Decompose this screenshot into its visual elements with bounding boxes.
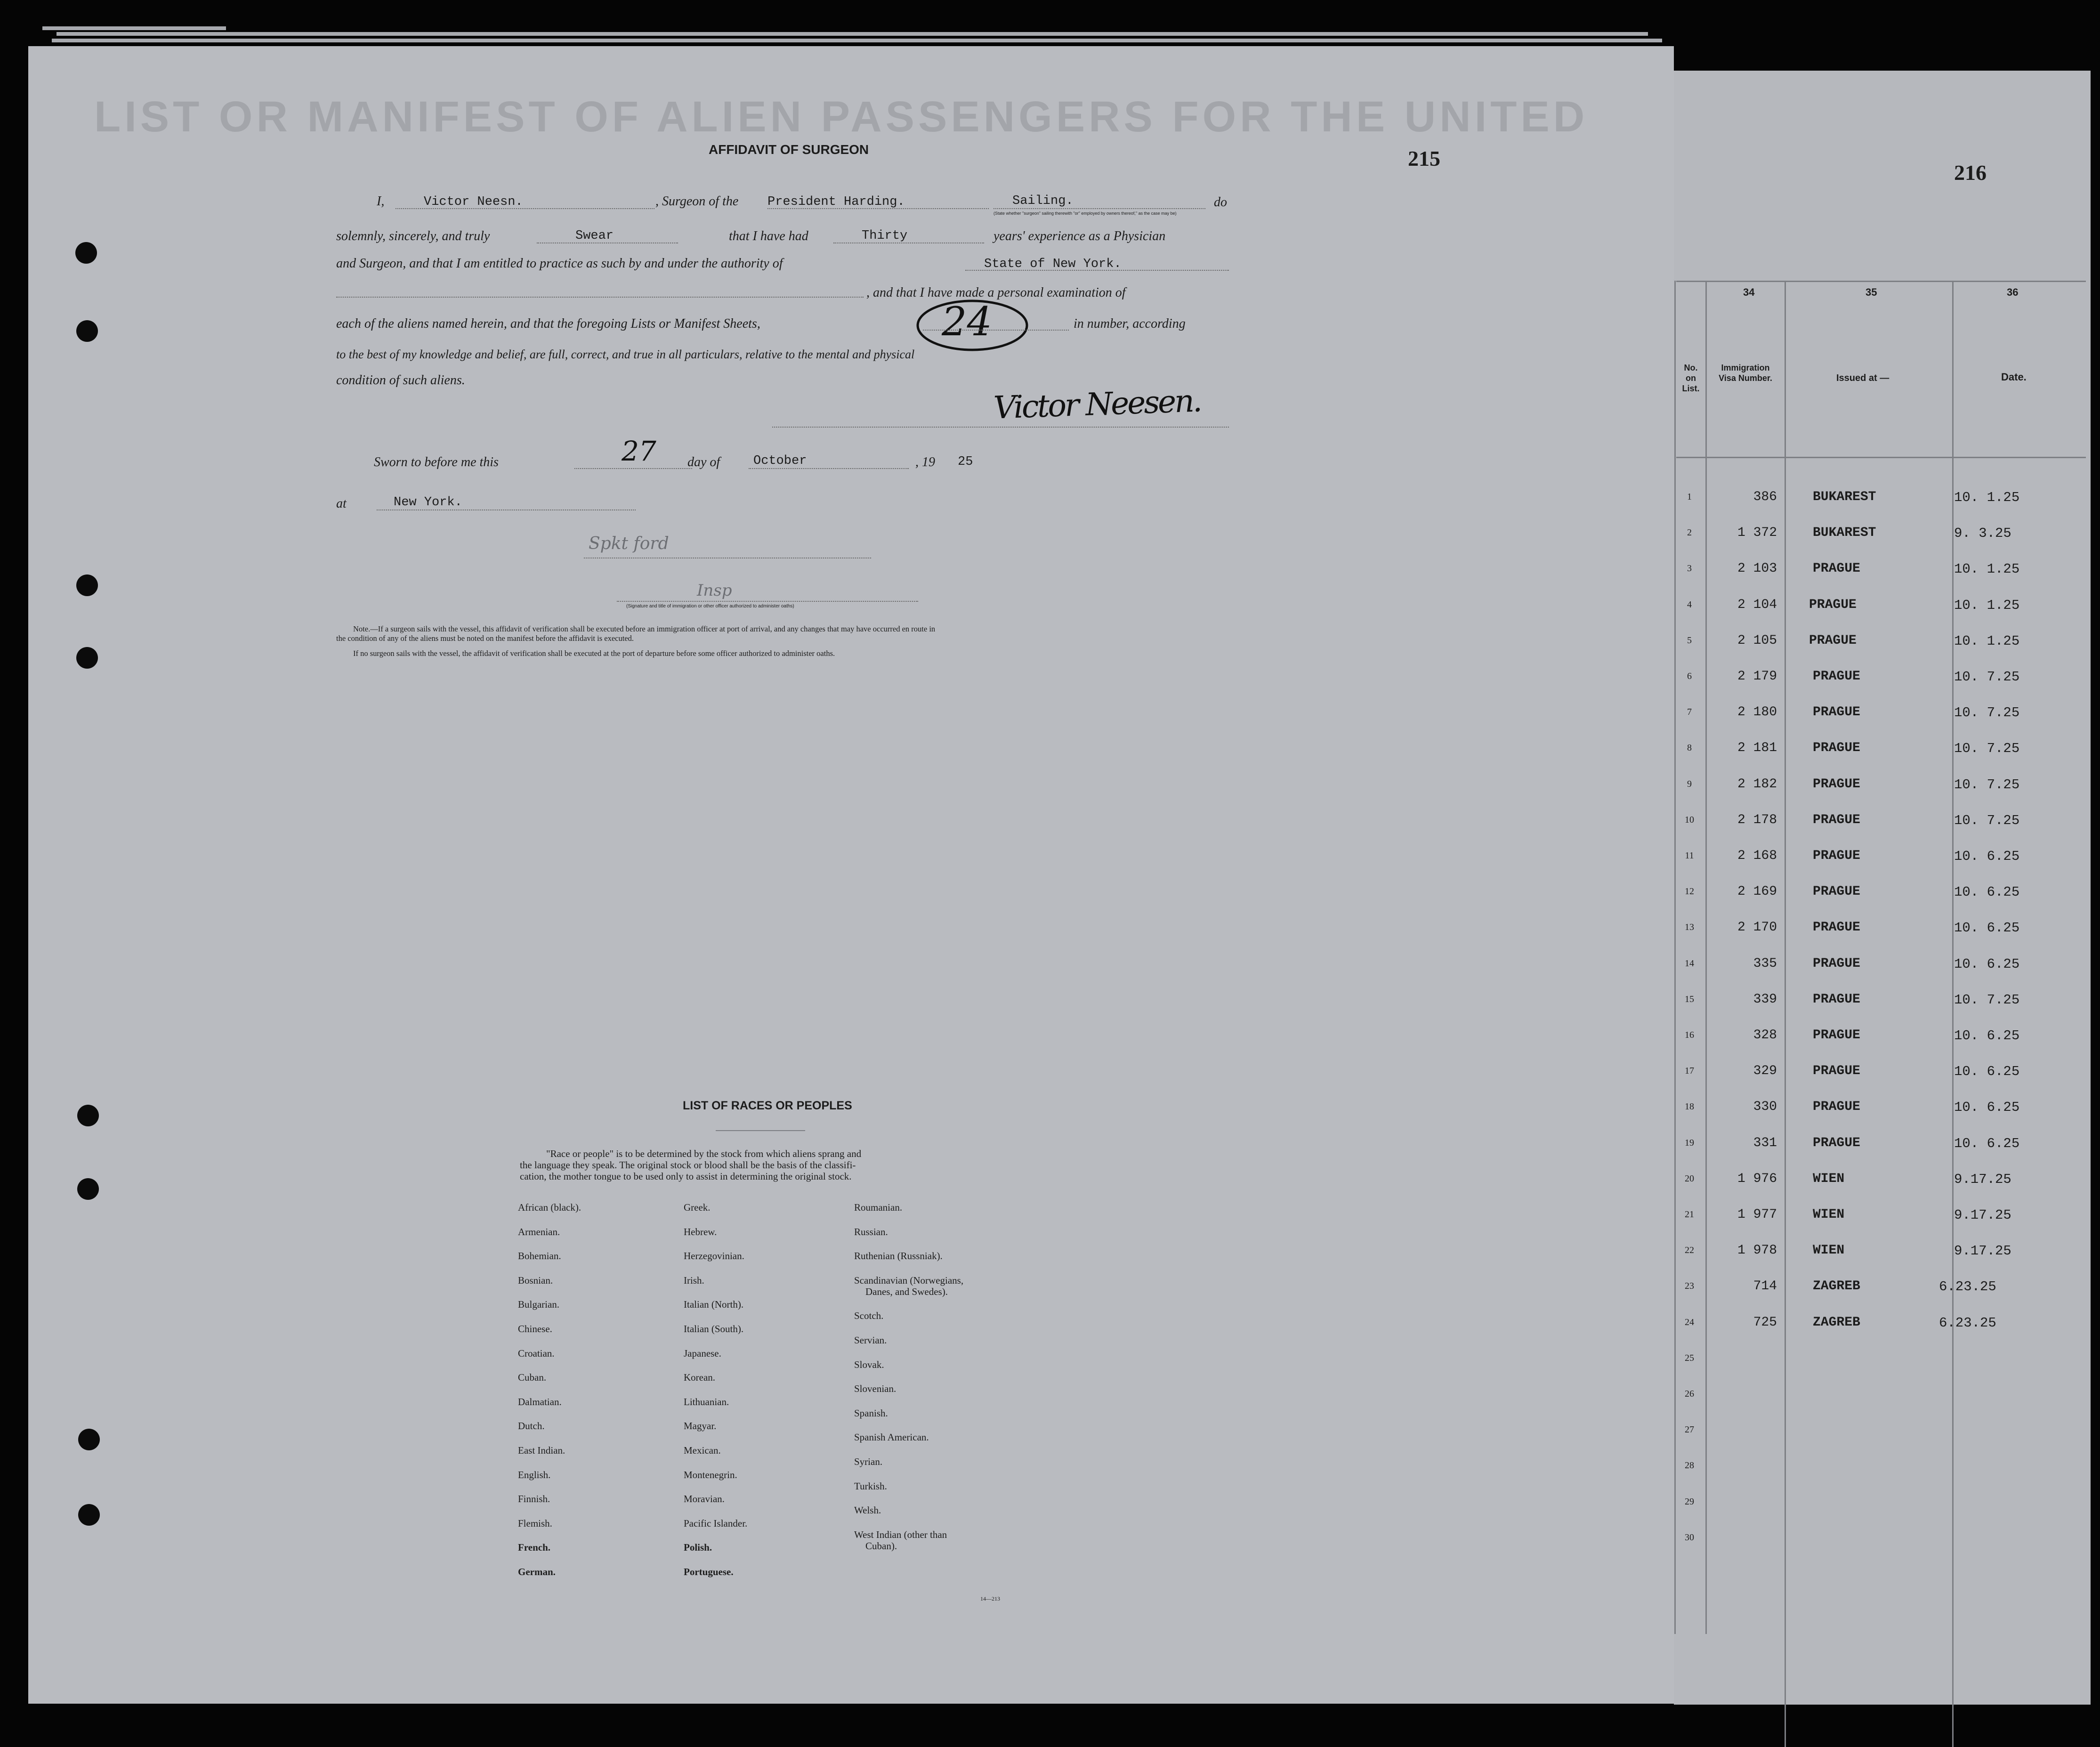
issued-at: PRAGUE bbox=[1813, 920, 1860, 935]
visa-number: 2 178 bbox=[1737, 812, 1777, 827]
row-number: 10 bbox=[1685, 814, 1694, 825]
row-number: 3 bbox=[1687, 563, 1692, 574]
visa-date: 10. 1.25 bbox=[1954, 561, 2020, 577]
visa-date: 10. 6.25 bbox=[1954, 849, 2020, 864]
race-item: Cuban). bbox=[865, 1540, 897, 1552]
row-number: 15 bbox=[1685, 994, 1694, 1004]
races-heading: LIST OF RACES OR PEOPLES bbox=[683, 1099, 852, 1112]
race-item: East Indian. bbox=[518, 1445, 565, 1456]
race-item: Hebrew. bbox=[684, 1226, 717, 1237]
in-number-label: in number, according bbox=[1074, 316, 1186, 331]
header-date: Date. bbox=[2001, 371, 2027, 383]
race-item: French. bbox=[518, 1542, 551, 1553]
authority-value: State of New York. bbox=[984, 257, 1122, 271]
visa-date: 6.23.25 bbox=[1939, 1315, 1996, 1331]
visa-number: 328 bbox=[1753, 1028, 1777, 1043]
fill-line bbox=[574, 468, 692, 469]
page-edge bbox=[57, 32, 1648, 36]
fill-line bbox=[923, 330, 1069, 331]
race-item: Portuguese. bbox=[684, 1566, 734, 1577]
visa-number: 725 bbox=[1753, 1315, 1777, 1330]
race-item: Flemish. bbox=[518, 1517, 552, 1529]
race-item: Bulgarian. bbox=[518, 1299, 560, 1310]
row-number: 19 bbox=[1685, 1137, 1694, 1148]
visa-number: 714 bbox=[1753, 1279, 1777, 1294]
row-number: 4 bbox=[1687, 599, 1692, 610]
race-item: Irish. bbox=[684, 1274, 704, 1286]
page-edge bbox=[52, 39, 1662, 42]
condition-label: condition of such aliens. bbox=[336, 373, 465, 388]
surgeon-signature: Victor Neesen. bbox=[993, 382, 1201, 426]
issued-at: PRAGUE bbox=[1813, 884, 1860, 899]
visa-date: 10. 7.25 bbox=[1954, 812, 2020, 828]
issued-at: PRAGUE bbox=[1813, 561, 1860, 576]
fill-line bbox=[749, 468, 909, 469]
col-number-35: 35 bbox=[1866, 286, 1877, 298]
visa-date: 10. 6.25 bbox=[1954, 1028, 2020, 1043]
form-number: 14—213 bbox=[980, 1595, 1000, 1602]
issued-at: PRAGUE bbox=[1813, 705, 1860, 720]
row-number: 26 bbox=[1685, 1389, 1694, 1399]
visa-date: 10. 7.25 bbox=[1954, 776, 2020, 793]
sailing-note: (State whether "surgeon" sailing therewith "or" employed by owners thereof," as the case may be) bbox=[993, 211, 1177, 216]
binder-hole bbox=[77, 1178, 99, 1200]
do-label: do bbox=[1214, 195, 1227, 210]
page-number-left: 215 bbox=[1408, 146, 1440, 170]
race-item: Korean. bbox=[684, 1372, 716, 1383]
visa-date: 9.17.25 bbox=[1954, 1207, 2011, 1223]
row-number: 16 bbox=[1685, 1030, 1694, 1040]
binder-hole bbox=[76, 320, 98, 342]
row-number: 22 bbox=[1685, 1245, 1694, 1256]
have-had-label: that I have had bbox=[729, 229, 808, 243]
sheets-count: 24 bbox=[942, 299, 992, 345]
visa-number: 1 976 bbox=[1737, 1171, 1777, 1186]
visa-date: 10. 1.25 bbox=[1954, 633, 2020, 649]
race-item: Turkish. bbox=[854, 1480, 887, 1492]
visa-date: 10. 6.25 bbox=[1954, 1064, 2020, 1080]
visa-number: 339 bbox=[1753, 992, 1777, 1007]
page-edge bbox=[42, 26, 226, 30]
table-header-rule bbox=[1676, 457, 2086, 458]
best-knowledge-label: to the best of my knowledge and belief, are full, correct, and true in all particulars, relative to the mental and physical bbox=[336, 348, 915, 361]
race-item: Mexican. bbox=[684, 1445, 721, 1456]
issued-at: WIEN bbox=[1813, 1171, 1845, 1186]
sworn-place: New York. bbox=[394, 495, 462, 510]
binder-hole bbox=[77, 1105, 99, 1126]
binder-hole bbox=[76, 647, 98, 669]
visa-date: 10. 7.25 bbox=[1954, 992, 2020, 1008]
row-number: 1 bbox=[1687, 492, 1692, 502]
day-of-label: day of bbox=[687, 455, 720, 469]
race-item: Spanish. bbox=[854, 1407, 888, 1419]
row-number: 27 bbox=[1685, 1424, 1694, 1435]
issued-at: WIEN bbox=[1813, 1207, 1845, 1222]
affidavit-heading: AFFIDAVIT OF SURGEON bbox=[709, 142, 869, 157]
binder-hole bbox=[76, 574, 98, 596]
visa-number: 2 170 bbox=[1737, 920, 1777, 935]
years-value: Thirty bbox=[862, 229, 908, 243]
issued-at: PRAGUE bbox=[1813, 776, 1860, 792]
surgeon-of-label: , Surgeon of the bbox=[655, 194, 739, 209]
oath-value: Swear bbox=[575, 229, 614, 243]
row-number: 12 bbox=[1685, 886, 1694, 897]
note-line-3: If no surgeon sails with the vessel, the affidavit of verification shall be executed at the port of departure before some officer authorized to administer oaths. bbox=[353, 649, 835, 658]
visa-number: 2 180 bbox=[1737, 705, 1777, 720]
year-prefix: , 19 bbox=[915, 455, 935, 469]
row-number: 20 bbox=[1685, 1173, 1694, 1184]
binder-hole bbox=[78, 1504, 100, 1526]
visa-date: 10. 6.25 bbox=[1954, 1100, 2020, 1116]
header-visa-number: Immigration Visa Number. bbox=[1719, 363, 1772, 383]
left-page bbox=[28, 46, 1674, 1704]
visa-date: 10. 6.25 bbox=[1954, 920, 2020, 936]
fill-line bbox=[993, 208, 1205, 209]
race-item: Finnish. bbox=[518, 1493, 550, 1505]
visa-number: 2 181 bbox=[1737, 741, 1777, 756]
officer-caption: (Signature and title of immigration or other officer authorized to administer oaths) bbox=[626, 604, 794, 609]
issued-at: PRAGUE bbox=[1813, 956, 1860, 971]
issued-at: PRAGUE bbox=[1813, 1135, 1860, 1150]
visa-date: 9.17.25 bbox=[1954, 1171, 2011, 1187]
signature-line bbox=[772, 427, 1229, 428]
personal-exam-label: , and that I have made a personal examination of bbox=[866, 285, 1126, 300]
row-number: 5 bbox=[1687, 635, 1692, 646]
visa-number: 1 977 bbox=[1737, 1207, 1777, 1222]
table-top-rule bbox=[1676, 281, 2086, 282]
row-number: 2 bbox=[1687, 527, 1692, 538]
row-number: 28 bbox=[1685, 1460, 1694, 1471]
visa-date: 10. 7.25 bbox=[1954, 669, 2020, 685]
i-label: I, bbox=[377, 194, 385, 209]
binder-hole bbox=[75, 242, 97, 264]
race-item: Montenegrin. bbox=[684, 1469, 737, 1480]
race-item: Pacific Islander. bbox=[684, 1517, 748, 1529]
each-alien-label: each of the aliens named herein, and that the foregoing Lists or Manifest Sheets, bbox=[336, 316, 760, 331]
visa-number: 2 168 bbox=[1737, 849, 1777, 863]
table-col-rule bbox=[1785, 281, 1786, 1747]
races-intro-2: the language they speak. The original stock or blood shall be the basis of the classifi- bbox=[520, 1159, 856, 1171]
issued-at: PRAGUE bbox=[1813, 812, 1860, 827]
surgeon-name: Victor Neesn. bbox=[424, 195, 523, 209]
sailing-value: Sailing. bbox=[1012, 194, 1074, 208]
races-intro-1: "Race or people" is to be determined by the stock from which aliens sprang and bbox=[546, 1148, 862, 1159]
row-number: 25 bbox=[1685, 1352, 1694, 1363]
officer-initials: Insp bbox=[697, 581, 732, 600]
visa-number: 2 104 bbox=[1737, 597, 1777, 612]
visa-date: 10. 6.25 bbox=[1954, 1135, 2020, 1151]
race-item: Magyar. bbox=[684, 1420, 717, 1432]
issued-at: PRAGUE bbox=[1813, 1100, 1860, 1115]
issued-at: PRAGUE bbox=[1813, 1064, 1860, 1079]
row-number: 11 bbox=[1685, 850, 1694, 861]
visa-date: 10. 6.25 bbox=[1954, 884, 2020, 900]
row-number: 17 bbox=[1685, 1066, 1694, 1076]
race-item: Scotch. bbox=[854, 1310, 884, 1322]
visa-number: 329 bbox=[1753, 1064, 1777, 1079]
race-item: Roumanian. bbox=[854, 1202, 903, 1213]
row-number: 21 bbox=[1685, 1209, 1694, 1220]
row-number: 23 bbox=[1685, 1281, 1694, 1292]
row-number: 14 bbox=[1685, 958, 1694, 969]
solemnly-label: solemnly, sincerely, and truly bbox=[336, 229, 490, 243]
note-line-2: the condition of any of the aliens must be noted on the manifest before the affidavit is executed. bbox=[336, 634, 634, 643]
issued-at: PRAGUE bbox=[1813, 849, 1860, 863]
visa-number: 335 bbox=[1753, 956, 1777, 971]
race-item: Welsh. bbox=[854, 1504, 881, 1516]
race-item: Croatian. bbox=[518, 1347, 555, 1359]
table-col-rule bbox=[1674, 281, 1676, 1634]
races-intro-3: cation, the mother tongue to be used only to assist in determining the original stock. bbox=[520, 1171, 852, 1182]
at-label: at bbox=[336, 496, 347, 511]
issued-at: PRAGUE bbox=[1813, 669, 1860, 684]
visa-date: 10. 7.25 bbox=[1954, 741, 2020, 757]
visa-number: 2 105 bbox=[1737, 633, 1777, 648]
visa-date: 10. 1.25 bbox=[1954, 597, 2020, 613]
issued-at: PRAGUE bbox=[1813, 741, 1860, 756]
visa-date: 9.17.25 bbox=[1954, 1243, 2011, 1259]
race-item: Danes, and Swedes). bbox=[865, 1286, 948, 1297]
issued-at: ZAGREB bbox=[1813, 1279, 1860, 1294]
faint-page-title: LIST OR MANIFEST OF ALIEN PASSENGERS FOR THE UNITED bbox=[94, 93, 1589, 141]
row-number: 9 bbox=[1687, 778, 1692, 789]
and-surgeon-label: and Surgeon, and that I am entitled to practice as such by and under the authority of bbox=[336, 256, 783, 271]
row-number: 7 bbox=[1687, 707, 1692, 718]
visa-number: 1 372 bbox=[1737, 526, 1777, 541]
fill-line bbox=[617, 601, 918, 602]
race-item: English. bbox=[518, 1469, 551, 1480]
visa-number: 1 978 bbox=[1737, 1243, 1777, 1258]
visa-number: 2 179 bbox=[1737, 669, 1777, 684]
issued-at: BUKAREST bbox=[1813, 490, 1876, 504]
visa-date: 10. 6.25 bbox=[1954, 956, 2020, 972]
issued-at: PRAGUE bbox=[1809, 633, 1857, 648]
race-item: Dalmatian. bbox=[518, 1396, 562, 1407]
table-col-rule bbox=[1952, 281, 1954, 1747]
visa-date: 10. 7.25 bbox=[1954, 705, 2020, 721]
header-no-on-list: No. on List. bbox=[1682, 363, 1700, 393]
race-item: Bosnian. bbox=[518, 1274, 553, 1286]
vessel-name: President Harding. bbox=[767, 195, 905, 209]
race-item: German. bbox=[518, 1566, 556, 1577]
year-suffix: 25 bbox=[958, 455, 973, 469]
row-number: 30 bbox=[1685, 1532, 1694, 1543]
issued-at: PRAGUE bbox=[1809, 597, 1857, 612]
page-number-right: 216 bbox=[1954, 161, 1987, 185]
race-item: Herzegovinian. bbox=[684, 1250, 744, 1262]
race-item: Italian (South). bbox=[684, 1323, 744, 1335]
visa-number: 2 169 bbox=[1737, 884, 1777, 899]
visa-date: 9. 3.25 bbox=[1954, 526, 2011, 542]
visa-date: 10. 1.25 bbox=[1954, 490, 2020, 505]
col-number-34: 34 bbox=[1743, 286, 1755, 298]
issued-at: PRAGUE bbox=[1813, 992, 1860, 1007]
race-item: Dutch. bbox=[518, 1420, 545, 1432]
race-item: Armenian. bbox=[518, 1226, 560, 1237]
officer-signature: Spkt ford bbox=[589, 534, 669, 553]
visa-number: 2 103 bbox=[1737, 561, 1777, 576]
issued-at: ZAGREB bbox=[1813, 1315, 1860, 1330]
race-item: Syrian. bbox=[854, 1456, 883, 1467]
binder-hole bbox=[78, 1429, 100, 1450]
sworn-month: October bbox=[753, 454, 807, 468]
note-line-1: Note.—If a surgeon sails with the vessel, this affidavit of verification shall be executed before an immigration officer at port of arrival, and any changes that may have occurred en route in bbox=[353, 624, 936, 633]
issued-at: WIEN bbox=[1813, 1243, 1845, 1258]
sworn-label: Sworn to before me this bbox=[374, 455, 499, 469]
visa-number: 331 bbox=[1753, 1135, 1777, 1150]
issued-at: BUKAREST bbox=[1813, 526, 1876, 541]
race-item: Russian. bbox=[854, 1226, 888, 1237]
col-number-36: 36 bbox=[2007, 286, 2019, 298]
issued-at: PRAGUE bbox=[1813, 1028, 1860, 1043]
experience-label: years' experience as a Physician bbox=[993, 229, 1166, 243]
row-number: 13 bbox=[1685, 922, 1694, 933]
race-item: Ruthenian (Russniak). bbox=[854, 1250, 943, 1262]
visa-date: 6.23.25 bbox=[1939, 1279, 1996, 1295]
visa-number: 2 182 bbox=[1737, 776, 1777, 792]
race-item: Servian. bbox=[854, 1335, 887, 1346]
race-item: West Indian (other than bbox=[854, 1529, 947, 1540]
row-number: 24 bbox=[1685, 1317, 1694, 1327]
race-item: Moravian. bbox=[684, 1493, 725, 1505]
row-number: 29 bbox=[1685, 1496, 1694, 1507]
visa-number: 386 bbox=[1753, 490, 1777, 504]
race-item: Slovenian. bbox=[854, 1383, 897, 1395]
race-item: Spanish American. bbox=[854, 1432, 929, 1443]
visa-number: 330 bbox=[1753, 1100, 1777, 1115]
row-number: 8 bbox=[1687, 743, 1692, 753]
header-issued-at: Issued at — bbox=[1836, 373, 1890, 383]
race-item: Scandinavian (Norwegians, bbox=[854, 1274, 964, 1286]
race-item: Bohemian. bbox=[518, 1250, 561, 1262]
race-item: Lithuanian. bbox=[684, 1396, 729, 1407]
races-heading-rule bbox=[716, 1130, 805, 1131]
race-item: Greek. bbox=[684, 1202, 711, 1213]
race-item: African (black). bbox=[518, 1202, 582, 1213]
sworn-day: 27 bbox=[622, 435, 656, 467]
row-number: 18 bbox=[1685, 1101, 1694, 1112]
race-item: Japanese. bbox=[684, 1347, 721, 1359]
fill-line bbox=[336, 297, 864, 298]
race-item: Polish. bbox=[684, 1542, 712, 1553]
race-item: Chinese. bbox=[518, 1323, 552, 1335]
race-item: Italian (North). bbox=[684, 1299, 744, 1310]
race-item: Slovak. bbox=[854, 1359, 884, 1370]
race-item: Cuban. bbox=[518, 1372, 547, 1383]
row-number: 6 bbox=[1687, 671, 1692, 681]
